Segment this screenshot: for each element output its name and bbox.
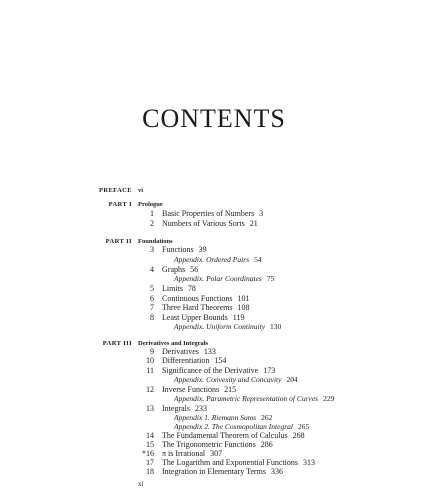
page-title: CONTENTS — [142, 104, 286, 133]
entry-number: 12 — [146, 385, 154, 394]
entry-title: Integration in Elementary Terms — [162, 467, 266, 476]
entry-page: 265 — [297, 422, 310, 431]
entry-page: 268 — [292, 431, 305, 440]
preface-label: PREFACE — [98, 187, 132, 194]
entry-title-wrap — [174, 394, 334, 404]
entry-title: Continuous Functions — [162, 294, 233, 303]
entry-page: 313 — [302, 458, 315, 467]
entry-number: 14 — [146, 431, 154, 440]
entry-number: 1 — [150, 209, 154, 218]
entry-number: 10 — [146, 356, 154, 365]
entry-number: 13 — [146, 404, 154, 413]
entry-title-wrap — [162, 245, 207, 255]
part-label: PART I — [108, 201, 132, 208]
entry-number: 6 — [150, 294, 154, 303]
entry-page: 39 — [198, 245, 207, 254]
entry-number: 3 — [150, 245, 154, 254]
entry-title: Integrals — [162, 404, 190, 413]
preface-page: vi — [138, 187, 144, 194]
entry-number: 2 — [150, 219, 154, 228]
entry-page: 262 — [261, 413, 273, 422]
entry-title: Numbers of Various Sorts — [162, 219, 245, 228]
entry-page: 21 — [249, 219, 258, 228]
entry-number: 15 — [146, 440, 154, 449]
entry-title: Appendix. Uniform Continuity — [174, 322, 266, 331]
entry-page: 215 — [224, 385, 237, 394]
entry-title: The Trigonometric Functions — [162, 440, 256, 449]
entry-title: Three Hard Theorems — [162, 303, 233, 312]
entry-title-wrap — [174, 255, 262, 265]
entry-title: Inverse Functions — [162, 385, 220, 394]
entry-page: 101 — [237, 294, 250, 303]
part-heading: Prologue — [138, 201, 163, 208]
entry-number: 7 — [150, 303, 154, 312]
entry-page: 336 — [270, 467, 283, 476]
entry-title: Appendix. Convexity and Concavity — [174, 375, 282, 384]
entry-title-wrap — [162, 303, 250, 313]
entry-title: Appendix. Ordered Pairs — [174, 255, 250, 264]
entry-title: Significance of the Derivative — [162, 366, 259, 375]
entry-title: Limits — [162, 284, 183, 293]
entry-title-wrap — [162, 209, 263, 219]
entry-title: Differentiation — [162, 356, 210, 365]
part-label: PART II — [105, 238, 132, 245]
entry-title: π is Irrational — [162, 449, 206, 458]
entry-page: 130 — [270, 322, 282, 331]
entry-page: 54 — [254, 255, 262, 264]
entry-number: 4 — [150, 265, 154, 274]
entry-page: 56 — [190, 265, 199, 274]
entry-title-wrap — [162, 356, 226, 366]
entry-number: *16 — [142, 449, 154, 458]
entry-title: The Fundamental Theorem of Calculus — [162, 431, 288, 440]
entry-title: Basic Properties of Numbers — [162, 209, 255, 218]
entry-title: Appendix. Polar Coordinates — [174, 274, 262, 283]
entry-title-wrap — [162, 467, 283, 477]
entry-title: Appendix 2. The Cosmopolitan Integral — [174, 422, 293, 431]
entry-number: 9 — [150, 347, 154, 356]
entry-number: 11 — [146, 366, 154, 375]
entry-title-wrap — [174, 322, 281, 332]
part-heading: Foundations — [138, 238, 173, 245]
entry-page: 173 — [263, 366, 276, 375]
entry-page: 307 — [210, 449, 223, 458]
entry-number: 8 — [150, 313, 154, 322]
entry-title: Graphs — [162, 265, 186, 274]
entry-page: 154 — [214, 356, 227, 365]
entry-page: 3 — [259, 209, 264, 218]
entry-title: Functions — [162, 245, 194, 254]
entry-number: 5 — [150, 284, 154, 293]
entry-page: 133 — [203, 347, 216, 356]
entry-title-wrap — [174, 274, 274, 284]
entry-title-wrap — [162, 219, 258, 229]
entry-number: 18 — [146, 467, 154, 476]
page-folio: xi — [138, 480, 144, 488]
part-label: PART III — [102, 340, 132, 347]
entry-page: 108 — [237, 303, 250, 312]
entry-title-wrap — [174, 375, 298, 385]
entry-title-wrap — [162, 284, 196, 294]
entry-number: 17 — [146, 458, 154, 467]
entry-title: Appendix. Parametric Representation of Curves — [174, 394, 319, 403]
entry-page: 286 — [260, 440, 273, 449]
entry-page: 78 — [187, 284, 196, 293]
entry-page: 229 — [323, 394, 335, 403]
entry-title: The Logarithm and Exponential Functions — [162, 458, 298, 467]
entry-page: 233 — [195, 404, 207, 413]
entry-page: 119 — [232, 313, 245, 322]
part-heading: Derivatives and Integrals — [138, 340, 209, 347]
entry-page: 75 — [266, 274, 275, 283]
entry-page: 204 — [286, 375, 298, 384]
entry-title: Least Upper Bounds — [162, 313, 228, 322]
entry-title: Derivatives — [162, 347, 199, 356]
entry-title: Appendix 1. Riemann Sums — [174, 413, 257, 422]
